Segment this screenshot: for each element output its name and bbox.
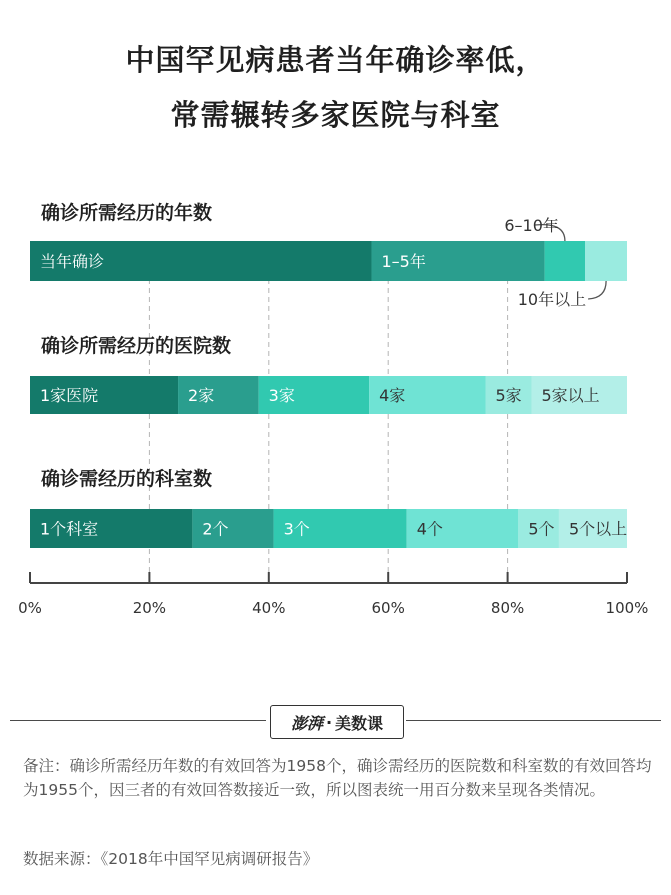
title-line-1: 中国罕见病患者当年确诊率低， bbox=[125, 43, 546, 77]
x-tick-label: 40% bbox=[252, 599, 286, 617]
bar-segment bbox=[585, 241, 627, 281]
data-source: 数据来源：《2018年中国罕见病调研报告》 bbox=[23, 850, 319, 868]
callout-label: 6–10年 bbox=[504, 216, 559, 235]
segment-label: 4个 bbox=[416, 519, 443, 539]
x-tick-label: 80% bbox=[490, 599, 525, 617]
segment-label: 当年确诊 bbox=[40, 252, 105, 271]
segment-label: 1–5年 bbox=[381, 252, 426, 271]
segment-label: 2个 bbox=[202, 519, 229, 539]
brand-name: 美数课 bbox=[335, 713, 384, 733]
x-tick-label: 0% bbox=[18, 599, 42, 617]
brand-badge bbox=[270, 705, 404, 739]
segment-label: 5个 bbox=[528, 519, 555, 539]
divider-left bbox=[10, 720, 266, 721]
brand-separator: · bbox=[325, 712, 333, 732]
divider-right bbox=[406, 720, 661, 721]
group-title: 确诊所需经历的医院数 bbox=[41, 335, 232, 357]
footnote: 备注：确诊所需经历年数的有效回答为1958个，确诊需经历的医院数和科室数的有效回答均为1955个，因三者的有效回答数接近一致，所以图表统一用百分数来呈现各类情况。 bbox=[23, 757, 652, 799]
title-line-2: 常需辗转多家医院与科室 bbox=[170, 98, 501, 132]
x-tick-label: 100% bbox=[605, 599, 649, 617]
segment-label: 5家 bbox=[495, 386, 522, 405]
segment-label: 4家 bbox=[379, 386, 406, 405]
brand-logo: 澎湃 bbox=[290, 713, 323, 733]
callout-leader bbox=[588, 281, 606, 299]
segment-label: 3个 bbox=[283, 519, 310, 539]
x-tick-label: 60% bbox=[371, 599, 405, 617]
bar-segment bbox=[545, 241, 586, 281]
segment-label: 2家 bbox=[188, 386, 215, 405]
callout-label: 10年以上 bbox=[517, 290, 587, 309]
segment-label: 5个以上 bbox=[568, 519, 628, 539]
segment-label: 3家 bbox=[268, 386, 295, 405]
group-title: 确诊所需经历的年数 bbox=[41, 202, 213, 224]
segment-label: 1家医院 bbox=[40, 386, 99, 405]
segment-label: 5家以上 bbox=[541, 386, 600, 405]
segment-label: 1个科室 bbox=[40, 519, 99, 539]
group-title: 确诊需经历的科室数 bbox=[41, 468, 213, 490]
x-tick-label: 20% bbox=[132, 599, 167, 617]
